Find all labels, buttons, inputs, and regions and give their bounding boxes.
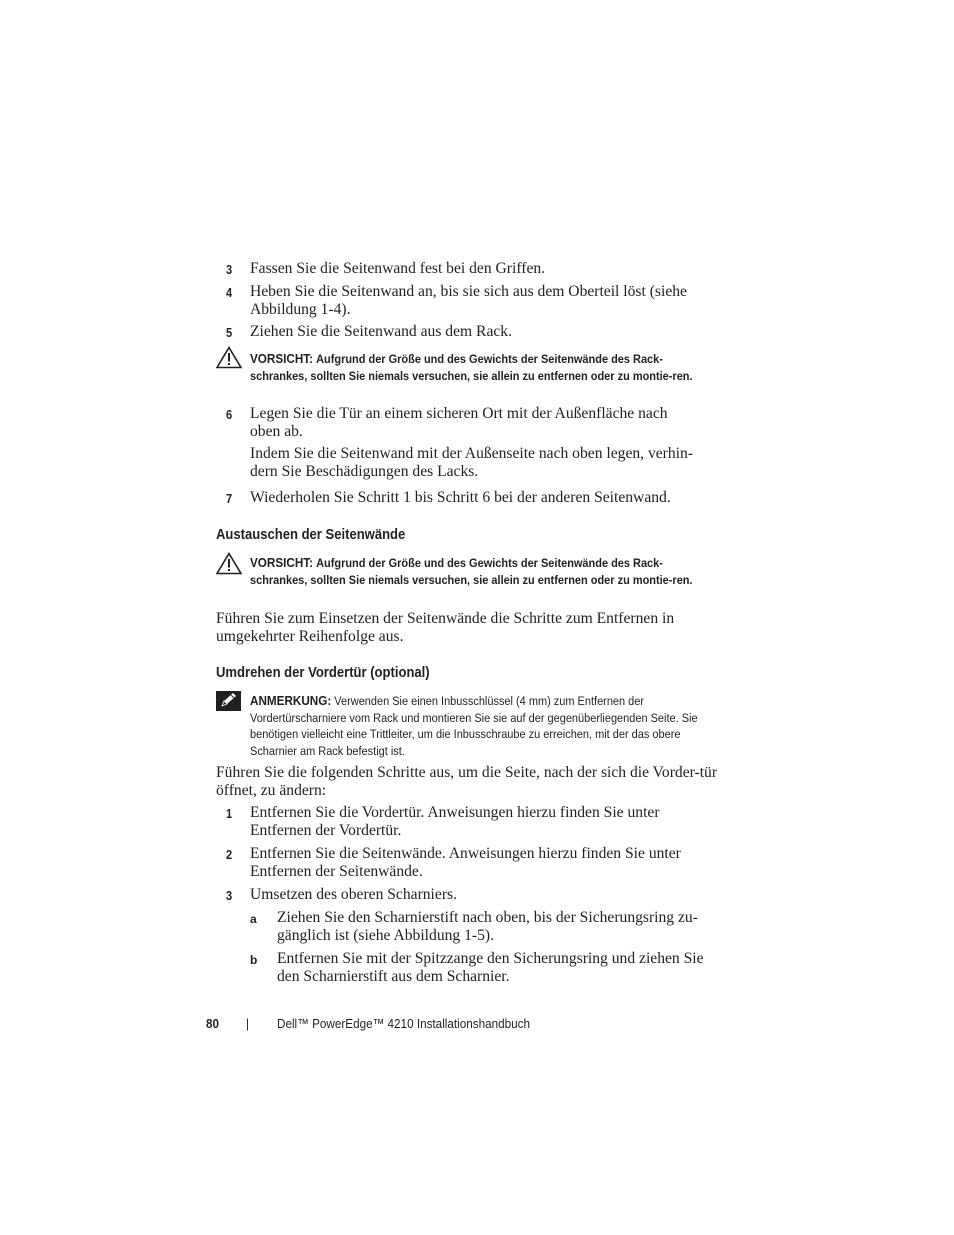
section-heading: Austauschen der Seitenwände	[216, 527, 406, 543]
note-box	[250, 693, 720, 759]
step-text: Legen Sie die Tür an einem sicheren Ort mit der Außenfläche nach oben ab.	[250, 405, 668, 440]
warning-triangle-icon	[216, 346, 242, 374]
caution-label: VORSICHT:	[250, 351, 314, 366]
note-label: ANMERKUNG:	[250, 693, 332, 708]
caution-note	[250, 351, 718, 384]
page-number: 80	[206, 1016, 220, 1031]
step-text: Umsetzen des oberen Scharniers.	[250, 886, 457, 903]
footer-title: Dell™ PowerEdge™ 4210 Installationshandbuch	[277, 1016, 531, 1031]
step-text: Fassen Sie die Seitenwand fest bei den Griffen.	[250, 260, 546, 277]
step-number: 1	[226, 806, 233, 821]
caution-note	[250, 555, 718, 588]
step-number: 6	[226, 407, 233, 422]
step-number: 3	[226, 262, 233, 277]
substep-text: Ziehen Sie den Scharnierstift nach oben, bis der Sicherungsring zu-gänglich ist (siehe Abbildung 1-5).	[277, 909, 698, 944]
step-text: Ziehen Sie die Seitenwand aus dem Rack.	[250, 323, 512, 340]
paragraph: Führen Sie zum Einsetzen der Seitenwände die Schritte zum Entfernen in umgekehrter Reihenfolge aus.	[216, 610, 675, 645]
caution-label: VORSICHT:	[250, 555, 314, 570]
warning-triangle-icon	[216, 552, 242, 580]
substep-letter: a	[250, 912, 257, 926]
step-text: Heben Sie die Seitenwand an, bis sie sich aus dem Oberteil löst (siehe Abbildung 1-4).	[250, 283, 687, 318]
step-number: 7	[226, 491, 233, 506]
pencil-note-icon	[216, 691, 241, 716]
section-heading: Umdrehen der Vordertür (optional)	[216, 665, 430, 681]
note-text: Verwenden Sie einen Inbusschlüssel (4 mm) zum Entfernen der Vordertürscharniere vom Rack und montieren Sie sie auf der gegenüberliegenden Seite. Sie benötigen vielleicht eine Trittleiter, um die Inbusschraube zu erreichen, mit der das obere Scharnier am Rack befestigt ist.	[250, 694, 698, 758]
caution-text: Aufgrund der Größe und des Gewichts der Seitenwände des Rack-schrankes, sollten Sie niemals versuchen, sie allein zu entfernen oder zu montie-ren.	[250, 352, 693, 383]
step-extra-text: Indem Sie die Seitenwand mit der Außenseite nach oben legen, verhin-dern Sie Beschädigungen des Lacks.	[250, 445, 693, 480]
step-number: 3	[226, 888, 233, 903]
step-number: 2	[226, 847, 233, 862]
footer-separator: |	[246, 1016, 250, 1031]
substep-text: Entfernen Sie mit der Spitzzange den Sicherungsring und ziehen Sie den Scharnierstift aus dem Scharnier.	[277, 950, 704, 985]
step-text: Entfernen Sie die Seitenwände. Anweisungen hierzu finden Sie unter Entfernen der Seitenwände.	[250, 845, 681, 880]
step-text: Wiederholen Sie Schritt 1 bis Schritt 6 bei der anderen Seitenwand.	[250, 489, 671, 506]
step-text: Entfernen Sie die Vordertür. Anweisungen hierzu finden Sie unter Entfernen der Vordertür.	[250, 804, 660, 839]
step-number: 4	[226, 285, 233, 300]
step-number: 5	[226, 325, 233, 340]
paragraph: Führen Sie die folgenden Schritte aus, um die Seite, nach der sich die Vorder-tür öffnet, zu ändern:	[216, 764, 718, 799]
caution-text: Aufgrund der Größe und des Gewichts der Seitenwände des Rack-schrankes, sollten Sie niemals versuchen, sie allein zu entfernen oder zu montie-ren.	[250, 556, 693, 587]
substep-letter: b	[250, 953, 258, 967]
